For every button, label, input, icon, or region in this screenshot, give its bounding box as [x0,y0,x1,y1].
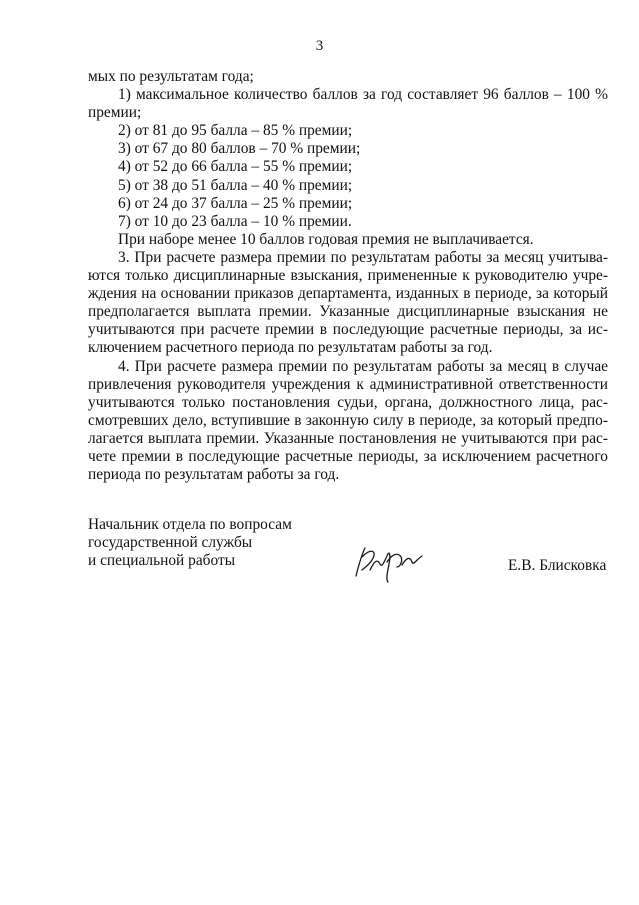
text-line: При наборе менее 10 баллов годовая премия не выплачивается. [118,230,534,248]
text-line: привлечения руководителя учреждения к административной ответственности [88,375,608,393]
text-line: учитываются только постановления судьи, органа, должностного лица, рас- [88,393,608,411]
signatory-title-line: государственной службы [88,534,253,552]
text-line: 2) от 81 до 95 балла – 85 % премии; [118,122,353,140]
text-line: учитываются при расчете премии в последующие расчетные периоды, за ис- [88,321,608,339]
text-line: ждения на основании приказов департамента, изданных в периоде, за который [88,285,608,303]
text-line: мых по результатам года; [88,68,254,85]
signature-block [88,516,628,586]
text-line: 1) максимальное количество баллов за год составляет 96 баллов – 100 % [118,86,608,104]
text-line: лагается выплата премии. Указанные постановления не учитываются при рас- [88,429,608,447]
page-number: 3 [315,38,324,54]
text-line: 4. При расчете размера премии по результатам работы за месяц в случае [118,357,608,375]
text-line: 4) от 52 до 66 балла – 55 % премии; [118,158,353,176]
document-body [88,68,608,484]
text-line: премии; [88,104,142,122]
text-line: смотревших дело, вступившие в законную силу в периоде, за который предпо- [88,411,608,429]
text-line: чете премии в последующие расчетные периоды, за исключением расчетного [88,447,608,465]
signatory-title-line: и специальной работы [88,552,236,570]
text-line: 7) от 10 до 23 балла – 10 % премии. [118,212,352,230]
signatory-name: Е.В. Блисковка [508,557,607,574]
signatory-title-line: Начальник отдела по вопросам [88,516,292,533]
text-line: 3) от 67 до 80 баллов – 70 % премии; [118,140,361,158]
text-line: 5) от 38 до 51 балла – 40 % премии; [118,176,353,194]
text-line: ключением расчетного периода по результатам работы за год. [88,339,493,357]
text-line: предполагается выплата премии. Указанные дисциплинарные взыскания не [88,303,608,321]
text-line: 3. При расчете размера премии по результатам работы за месяц учитыва- [118,248,608,266]
text-line: 6) от 24 до 37 балла – 25 % премии; [118,194,353,212]
text-line: ются только дисциплинарные взыскания, примененные к руководителю учре- [88,267,608,285]
text-line: периода по результатам работы за год. [88,466,340,484]
handwritten-signature [350,540,426,584]
